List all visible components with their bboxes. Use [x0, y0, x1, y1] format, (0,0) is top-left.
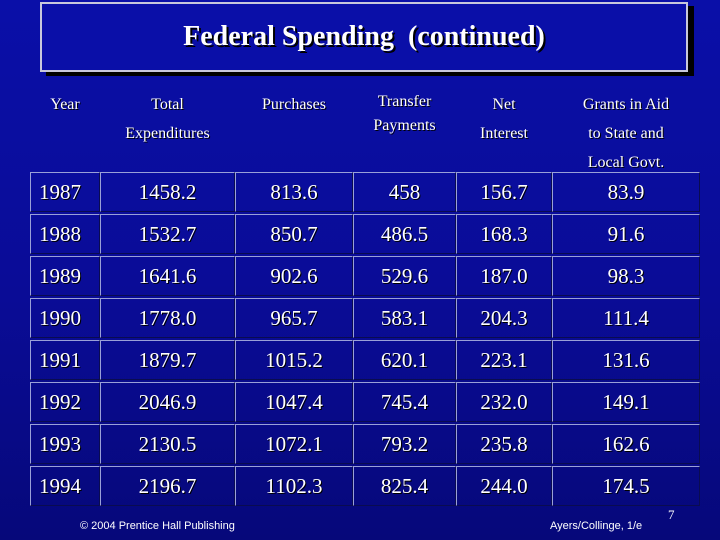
cell-year: 1989 [30, 256, 100, 296]
cell-total: 1458.2 [100, 172, 235, 212]
cell-year: 1991 [30, 340, 100, 380]
header-grants-line-2: to State and [588, 125, 664, 142]
cell-year: 1994 [30, 466, 100, 506]
cell-total: 1778.0 [100, 298, 235, 338]
header-year-line: Year [50, 96, 80, 113]
cell-net-interest: 187.0 [456, 256, 552, 296]
header-transfer-line-1: Transfer [377, 93, 432, 110]
cell-transfer: 583.1 [353, 298, 456, 338]
table-row [30, 214, 700, 254]
cell-purchases: 813.6 [235, 172, 353, 212]
table-row [30, 256, 700, 296]
cell-grants: 162.6 [552, 424, 700, 464]
cell-grants: 174.5 [552, 466, 700, 506]
cell-year: 1992 [30, 382, 100, 422]
table-row [30, 172, 700, 212]
cell-purchases: 1072.1 [235, 424, 353, 464]
header-purchases-line: Purchases [262, 96, 326, 113]
table-row [30, 340, 700, 380]
header-grants-line-1: Grants in Aid [582, 96, 670, 113]
table-row [30, 298, 700, 338]
cell-grants: 131.6 [552, 340, 700, 380]
cell-purchases: 1047.4 [235, 382, 353, 422]
header-total-line-2: Expenditures [125, 125, 210, 142]
cell-transfer: 825.4 [353, 466, 456, 506]
cell-total: 2046.9 [100, 382, 235, 422]
cell-purchases: 1015.2 [235, 340, 353, 380]
header-net-interest [456, 90, 552, 148]
cell-transfer: 745.4 [353, 382, 456, 422]
header-grants-in-aid [552, 90, 700, 177]
cell-net-interest: 156.7 [456, 172, 552, 212]
cell-grants: 149.1 [552, 382, 700, 422]
page-number: 7 [668, 507, 675, 522]
header-total-expenditures [100, 90, 235, 148]
header-transfer-line-2: Payments [373, 117, 436, 134]
copyright-footer: © 2004 Prentice Hall Publishing [80, 520, 235, 532]
cell-grants: 91.6 [552, 214, 700, 254]
cell-grants: 111.4 [552, 298, 700, 338]
title-box [40, 2, 688, 72]
cell-total: 2130.5 [100, 424, 235, 464]
table-row [30, 466, 700, 506]
author-footer: Ayers/Collinge, 1/e [550, 520, 643, 532]
header-transfer-payments [353, 90, 456, 138]
header-net-line-1: Net [492, 96, 516, 113]
cell-year: 1993 [30, 424, 100, 464]
cell-total: 1532.7 [100, 214, 235, 254]
cell-purchases: 965.7 [235, 298, 353, 338]
cell-purchases: 1102.3 [235, 466, 353, 506]
header-purchases [235, 90, 353, 119]
cell-grants: 98.3 [552, 256, 700, 296]
cell-year: 1990 [30, 298, 100, 338]
cell-year: 1987 [30, 172, 100, 212]
cell-purchases: 902.6 [235, 256, 353, 296]
cell-transfer: 793.2 [353, 424, 456, 464]
cell-year: 1988 [30, 214, 100, 254]
cell-total: 2196.7 [100, 466, 235, 506]
cell-total: 1641.6 [100, 256, 235, 296]
cell-transfer: 620.1 [353, 340, 456, 380]
cell-net-interest: 204.3 [456, 298, 552, 338]
slide-title: Federal Spending (continued) [183, 21, 545, 52]
cell-net-interest: 244.0 [456, 466, 552, 506]
header-year [30, 90, 100, 119]
cell-net-interest: 235.8 [456, 424, 552, 464]
header-net-line-2: Interest [480, 125, 528, 142]
cell-purchases: 850.7 [235, 214, 353, 254]
cell-net-interest: 223.1 [456, 340, 552, 380]
header-grants-line-3: Local Govt. [587, 154, 665, 171]
cell-transfer: 529.6 [353, 256, 456, 296]
table-row [30, 382, 700, 422]
table-row [30, 424, 700, 464]
cell-transfer: 486.5 [353, 214, 456, 254]
cell-transfer: 458 [353, 172, 456, 212]
header-total-line-1: Total [151, 96, 184, 113]
cell-net-interest: 232.0 [456, 382, 552, 422]
cell-net-interest: 168.3 [456, 214, 552, 254]
cell-total: 1879.7 [100, 340, 235, 380]
spending-table [30, 90, 700, 503]
cell-grants: 83.9 [552, 172, 700, 212]
